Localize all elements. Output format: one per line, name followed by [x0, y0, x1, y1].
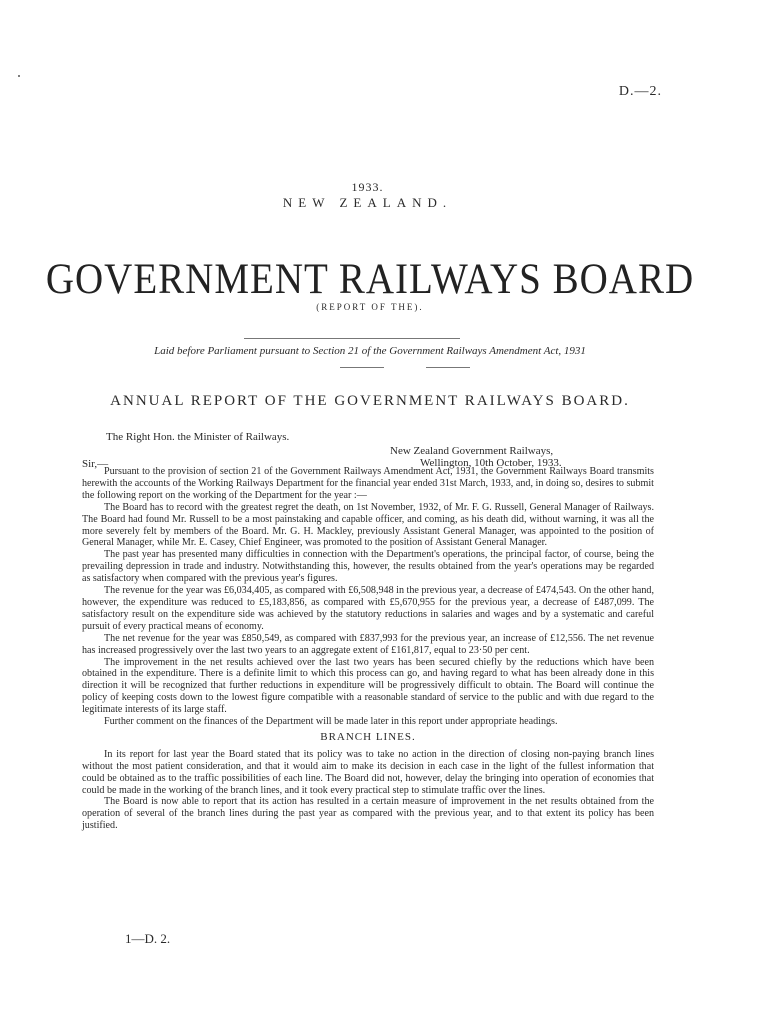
- body-paragraph: The Board is now able to report that its action has resulted in a certain measure of improvement in the net results obtained from the operation of several of the branch lines during the past year as compared with the previous year, and to that extent its policy has been justified.: [82, 796, 654, 832]
- page-code: D.—2.: [618, 84, 662, 99]
- addressee: The Right Hon. the Minister of Railways.: [106, 431, 290, 443]
- footer-signature-code: 1—D. 2.: [125, 931, 171, 946]
- body-paragraph: Further comment on the finances of the Department will be made later in this report under appropriate headings.: [104, 716, 558, 728]
- body-paragraph: The past year has presented many difficulties in connection with the Department's operations, the principal factor, of course, being the prevailing depression in trade and industry. Notwithstanding this, however, the results obtained from the year's operations may be regarded as satisfactory when compared with the previous year's figures.: [82, 549, 654, 585]
- salutation: Sir,—: [82, 458, 109, 470]
- body-paragraph: In its report for last year the Board stated that its policy was to take no action in the direction of closing non-paying branch lines without the most patient consideration, and that it would aim to make its decision in each case in the light of the fullest information that could be obtained as to the traffic possibilities of each line. The Board did not, however, delay the bringing into operation of economies that could be made in the working of the branch lines, and it took every practical step to stimulate traffic over the lines.: [82, 748, 654, 796]
- divider-rule: [426, 367, 470, 368]
- sender-date-line: Wellington, 10th October, 1933.: [420, 457, 562, 469]
- divider-rule: [244, 338, 460, 339]
- page-subtitle: (REPORT OF THE).: [316, 302, 424, 312]
- body-paragraph: The improvement in the net results achieved over the last two years has been secured chiefly by the reductions which have been obtained in the expenditure. There is a definite limit to which this process can go, and having regard to what has been already done in this direction it will be recognized that further reductions in expenditure will be progressively difficult to obtain. The Board will continue the policy of keeping costs down to the lowest figure compatible with a reasonable standard of service to the public and with due regard to the legitimate interests of its large staff.: [82, 656, 654, 716]
- report-body: [82, 466, 654, 832]
- body-paragraph: Pursuant to the provision of section 21 of the Government Railways Amendment Act, 1931, the Government Railways Board transmits herewith the accounts of the Working Railways Department for the financial year ended 31st March, 1933, and, in doing so, desires to submit the following report on the working of the Department for the year :—: [82, 466, 654, 501]
- report-year: 1933.: [351, 180, 384, 194]
- country-name: NEW ZEALAND.: [282, 195, 453, 210]
- laid-before-note: Laid before Parliament pursuant to Section 21 of the Government Railways Amendment Act, 1931: [154, 345, 586, 357]
- body-paragraph: The net revenue for the year was £850,549, as compared with £837,993 for the previous year, an increase of £12,556. The net revenue has increased progressively over the last two years to an aggregate extent of £161,817, equal to 23·50 per cent.: [82, 632, 654, 656]
- page-title: GOVERNMENT RAILWAYS BOARD: [45, 255, 695, 304]
- body-paragraph: The revenue for the year was £6,034,405, as compared with £6,508,948 in the previous year, a decrease of £474,543. On the other hand, however, the expenditure was reduced to £5,183,856, as compared with £5,670,955 for the previous year, a decrease of £487,099. The satisfactory result on the expenditure side was achieved by the statutory reductions in salaries and wages and by a systematic and careful pursuit of every practical means of economy.: [82, 585, 654, 632]
- report-heading: ANNUAL REPORT OF THE GOVERNMENT RAILWAYS BOARD.: [110, 393, 630, 409]
- section-heading-branch-lines: BRANCH LINES.: [320, 730, 416, 743]
- body-paragraph: The Board has to record with the greatest regret the death, on 1st November, 1932, of Mr. F. G. Russell, General Manager of Railways. The Board had found Mr. Russell to be a most painstaking and capable officer, and coming, as his death did, without warning, it was all the more severely felt by members of the Board. Mr. G. H. Mackley, previously Assistant General Manager, was appointed to the position of General Manager, while Mr. E. Casey, Chief Engineer, was promoted to the position of Assistant General Manager.: [82, 501, 654, 549]
- sender-line: New Zealand Government Railways,: [390, 445, 554, 457]
- paper-speck: [18, 75, 20, 77]
- divider-rule: [340, 367, 384, 368]
